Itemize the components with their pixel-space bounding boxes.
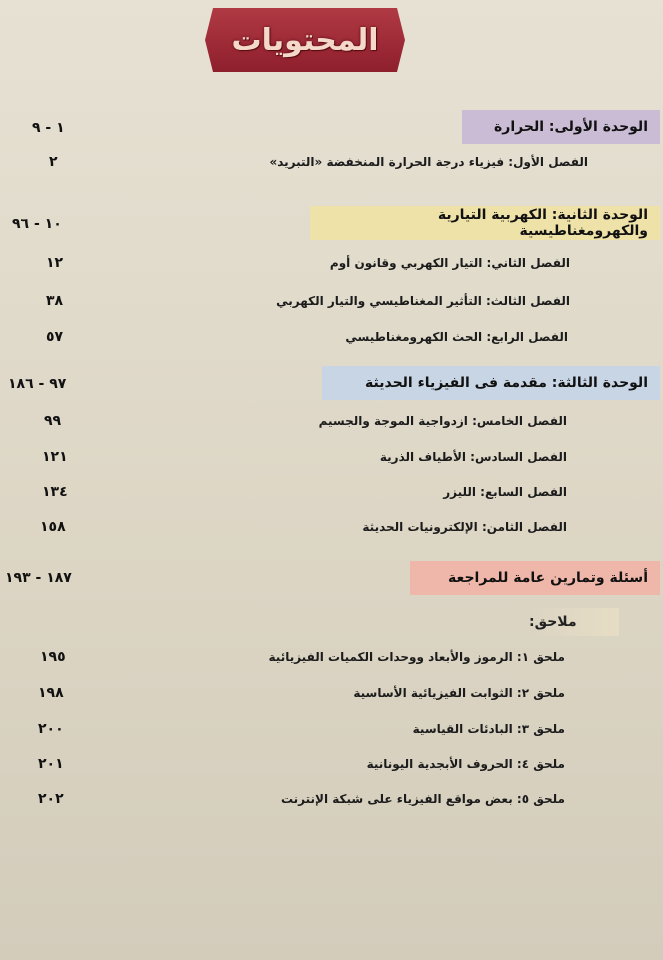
toc-row[interactable]: [0, 151, 663, 173]
toc-row[interactable]: [0, 788, 663, 810]
unit-3-pages: ٩٧ - ١٨٦: [8, 376, 67, 392]
toc-row[interactable]: [0, 290, 663, 312]
annex-3-title: ملحق ٣: البادئات القياسية: [412, 722, 565, 736]
review-title: أسئلة وتمارين عامة للمراجعة: [448, 570, 648, 586]
toc-row[interactable]: [0, 446, 663, 468]
toc-row[interactable]: [0, 481, 663, 503]
annex-5-page: ٢٠٢: [38, 791, 64, 807]
chapter-8-page: ١٥٨: [40, 519, 66, 535]
toc-row[interactable]: [0, 252, 663, 274]
chapter-2-title: الفصل الثاني: التيار الكهربي وقانون أوم: [329, 256, 570, 270]
toc-row[interactable]: [0, 753, 663, 775]
annex-4-title: ملحق ٤: الحروف الأبجدية اليونانية: [366, 757, 565, 771]
toc-row[interactable]: [0, 326, 663, 348]
chapter-6-title: الفصل السادس: الأطياف الذرية: [379, 450, 567, 464]
toc-row[interactable]: [0, 646, 663, 668]
annex-5-title: ملحق ٥: بعض مواقع الفيزياء على شبكة الإنترنت: [280, 792, 565, 806]
annex-1-title: ملحق ١: الرموز والأبعاد ووحدات الكميات الفيزيائية: [268, 650, 565, 664]
unit-2-title: الوحدة الثانية: الكهربية التيارية والكهرومغناطيسية: [437, 207, 648, 239]
annex-2-title: ملحق ٢: الثوابت الفيزيائية الأساسية: [353, 686, 565, 700]
annex-4-page: ٢٠١: [38, 756, 64, 772]
unit-2-heading[interactable]: [310, 206, 660, 240]
annex-2-page: ١٩٨: [38, 685, 64, 701]
unit-1-pages: ١ - ٩: [32, 120, 65, 136]
chapter-4-page: ٥٧: [46, 329, 64, 345]
chapter-7-title: الفصل السابع: الليزر: [443, 485, 567, 499]
unit-2-pages: ١٠ - ٩٦: [12, 216, 62, 232]
review-pages: ١٨٧ - ١٩٣: [5, 570, 72, 586]
toc-row[interactable]: [0, 516, 663, 538]
chapter-6-page: ١٢١: [42, 449, 68, 465]
page-title: المحتويات: [231, 22, 379, 58]
toc-row[interactable]: [0, 682, 663, 704]
chapter-1-page: ٢: [49, 154, 58, 170]
chapter-7-page: ١٣٤: [42, 484, 68, 500]
unit-1-title: الوحدة الأولى: الحرارة: [494, 119, 648, 135]
toc-row[interactable]: [0, 410, 663, 432]
unit-3-title: الوحدة الثالثة: مقدمة فى الفيزياء الحديثة: [365, 375, 648, 391]
chapter-3-page: ٣٨: [46, 293, 64, 309]
toc-row[interactable]: [0, 718, 663, 740]
chapter-8-title: الفصل الثامن: الإلكترونيات الحديثة: [362, 520, 567, 534]
unit-3-heading[interactable]: [322, 366, 660, 400]
annex-3-page: ٢٠٠: [38, 721, 64, 737]
chapter-3-title: الفصل الثالث: التأثير المغناطيسي والتيار الكهربي: [276, 294, 570, 308]
chapter-1-title: الفصل الأول: فيزياء درجة الحرارة المنخفضة «التبريد»: [269, 155, 588, 169]
chapter-5-page: ٩٩: [44, 413, 62, 429]
annexes-heading-label: ملاحق:: [529, 614, 577, 630]
review-heading[interactable]: [410, 561, 660, 595]
annex-1-page: ١٩٥: [40, 649, 66, 665]
unit-1-heading[interactable]: [462, 110, 660, 144]
chapter-2-page: ١٢: [46, 255, 64, 271]
chapter-5-title: الفصل الخامس: ازدواجية الموجة والجسيم: [318, 414, 567, 428]
annexes-heading: [529, 608, 619, 636]
chapter-4-title: الفصل الرابع: الحث الكهرومغناطيسي: [345, 330, 568, 344]
